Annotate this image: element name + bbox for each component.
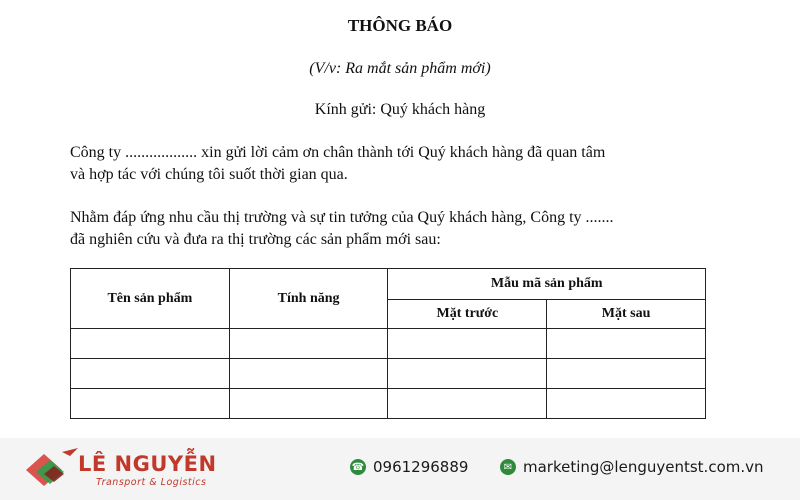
table-cell <box>71 359 230 389</box>
table-row <box>71 389 706 419</box>
email-address: marketing@lenguyentst.com.vn <box>523 458 764 476</box>
document-subtitle: (V/v: Ra mắt sản phẩm mới) <box>309 60 491 77</box>
greeting-line: Kính gửi: Quý khách hàng <box>314 101 486 118</box>
paragraph-line: và hợp tác với chúng tôi suốt thời gian qua. <box>70 166 348 183</box>
table-cell <box>547 359 706 389</box>
brand-name: LÊ NGUYỄN <box>78 452 217 476</box>
paragraph-line: Công ty .................. xin gửi lời cảm ơn chân thành tới Quý khách hàng đã quan tâm <box>70 144 606 161</box>
document-title: THÔNG BÁO <box>347 16 453 35</box>
paragraph-line: đã nghiên cứu và đưa ra thị trường các sản phẩm mới sau: <box>70 231 441 248</box>
phone-number: 0961296889 <box>373 458 469 476</box>
table-cell <box>388 329 547 359</box>
header-features: Tính năng <box>229 269 388 329</box>
phone-contact[interactable] <box>350 458 468 476</box>
table-cell <box>229 359 388 389</box>
brand-tagline: Transport & Logistics <box>96 477 207 488</box>
table-cell <box>547 329 706 359</box>
header-back-side: Mặt sau <box>547 300 706 329</box>
header-product-samples: Mẫu mã sản phẩm <box>388 269 706 300</box>
table-cell <box>388 389 547 419</box>
paragraph-thanks <box>70 142 730 186</box>
email-contact[interactable] <box>500 458 764 476</box>
header-product-name: Tên sản phẩm <box>71 269 230 329</box>
table-cell <box>388 359 547 389</box>
table-cell <box>229 329 388 359</box>
table-cell <box>229 389 388 419</box>
paragraph-products-intro <box>70 207 730 251</box>
table-row <box>71 329 706 359</box>
footer-banner <box>0 438 800 500</box>
table-cell <box>71 389 230 419</box>
table-cell <box>547 389 706 419</box>
paragraph-line: Nhằm đáp ứng nhu cầu thị trường và sự tin tưởng của Quý khách hàng, Công ty ....... <box>70 209 614 226</box>
email-icon: ✉ <box>500 459 516 475</box>
header-front-side: Mặt trước <box>388 300 547 329</box>
table-cell <box>71 329 230 359</box>
products-table <box>70 268 706 419</box>
company-logo-icon <box>22 446 82 492</box>
phone-icon: ☎ <box>350 459 366 475</box>
table-row <box>71 359 706 389</box>
